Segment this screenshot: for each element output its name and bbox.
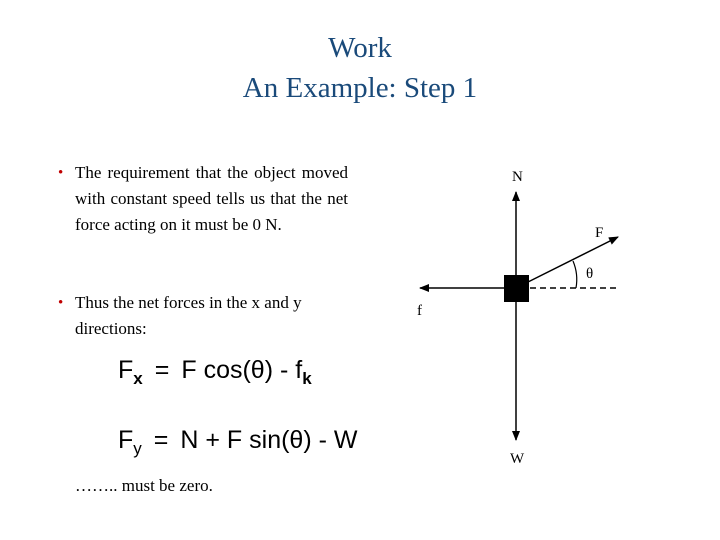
footer-note: …….. must be zero.	[75, 476, 213, 495]
fy-subscript: y	[133, 439, 142, 458]
bullet-1	[58, 160, 348, 238]
slide-title	[0, 28, 720, 108]
label-friction: f	[417, 303, 422, 319]
object-block	[504, 275, 529, 302]
bullet-2-text: Thus the net forces in the x and y directions:	[75, 293, 302, 338]
title-line-1: Work	[328, 32, 392, 64]
angle-arc	[573, 261, 577, 288]
label-n: N	[512, 169, 523, 185]
applied-force-arrow	[528, 237, 618, 282]
label-f-applied: F	[595, 225, 604, 241]
bullet-marker: •	[58, 295, 64, 311]
label-w: W	[510, 451, 525, 467]
equation-fy	[118, 426, 357, 459]
bullet-marker: •	[58, 165, 64, 181]
label-theta: θ	[586, 266, 594, 282]
free-body-diagram	[400, 160, 630, 470]
title-line-2: An Example: Step 1	[242, 72, 478, 104]
bullet-1-text: The requirement that the object moved with constant speed tells us that the net force acting on it must be 0 N.	[75, 163, 348, 234]
fx-rhs: F cos(θ) - f	[181, 356, 303, 384]
fy-equals: =	[153, 426, 169, 454]
equation-fx	[118, 356, 312, 389]
fy-rhs: N + F sin(θ) - W	[180, 426, 358, 454]
fx-subscript: x	[133, 369, 143, 388]
fx-symbol: F	[118, 356, 134, 384]
fx-rhs-subscript: k	[302, 369, 312, 388]
bullet-list	[58, 160, 348, 338]
fx-equals: =	[154, 356, 170, 384]
fy-symbol: F	[118, 426, 134, 454]
bullet-2	[58, 290, 375, 342]
